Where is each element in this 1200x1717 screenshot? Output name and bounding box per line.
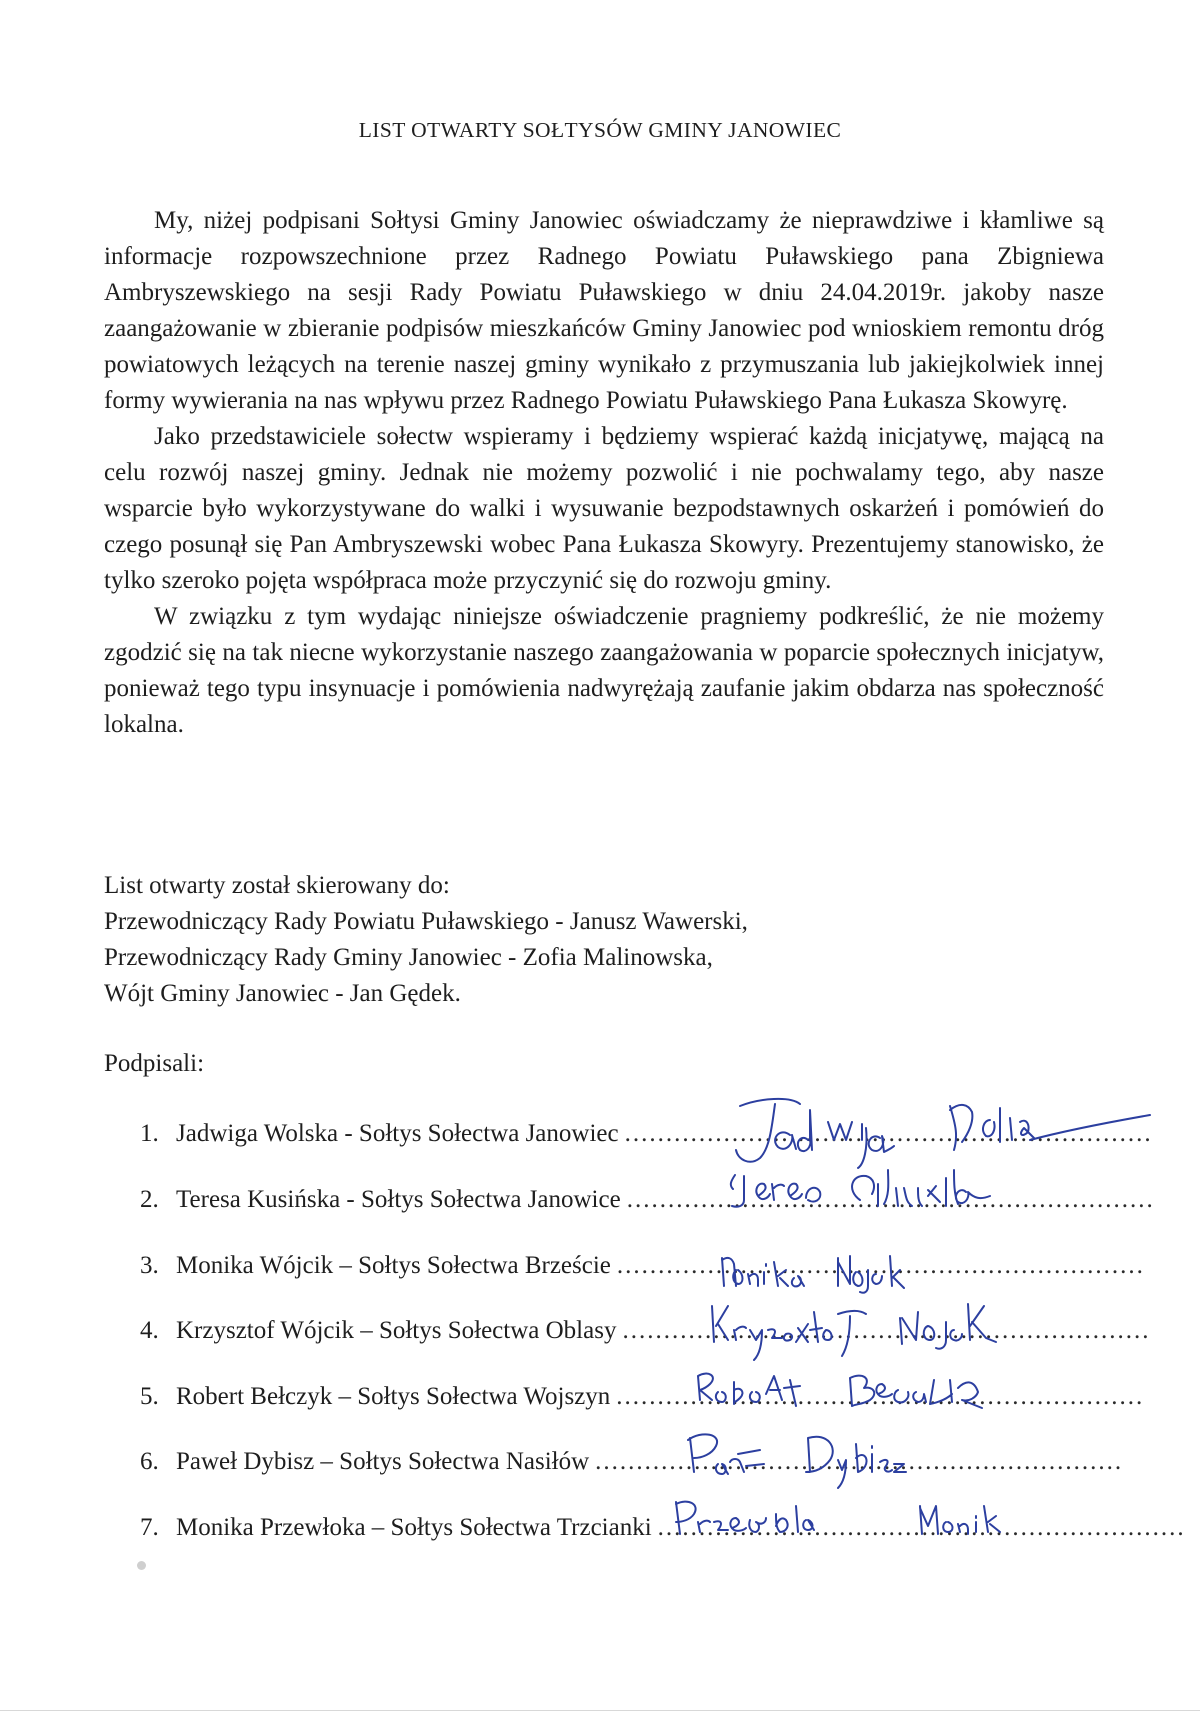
signer-text: Robert Bełczyk – Sołtys Sołectwa Wojszyn [176, 1383, 611, 1410]
recipient-1: Przewodniczący Rady Powiatu Puławskiego - Janusz Wawerski, [104, 908, 748, 935]
paragraph-1: My, niżej podpisani Sołtysi Gminy Janowiec oświadczamy że nieprawdziwe i kłamliwe są informacje rozpowszechnione przez Radnego Powiatu Puławskiego pana Zbigniewa Ambryszewskiego na sesji Rady Powiatu Puławskiego w dniu 24.04.2019r. jakoby nasze zaangażowanie w zbieranie podpisów mieszkańców Gminy Janowiec pod wnioskiem remontu dróg powiatowych leżących na terenie naszej gminy wynikało z przymuszania lub jakiejkolwiek innej formy wywierania na nas wpływu przez Radnego Powiatu Puławskiego Pana Łukasza Skowyrę. [104, 207, 1104, 414]
signer-row [140, 1317, 1151, 1353]
signer-number: 5. [140, 1383, 159, 1410]
signer-text: Krzysztof Wójcik – Sołtys Sołectwa Oblasy [176, 1317, 617, 1344]
letter-body [104, 203, 1104, 743]
signer-row [140, 1186, 1155, 1222]
paragraph-3: W związku z tym wydając niniejsze oświadczenie pragniemy podkreślić, że nie możemy zgodzić się na tak niecne wykorzystanie naszego zaangażowania w poparcie społecznych inicjatyw, ponieważ tego typu insynuacje i pomówienia nadwyrężają zaufanie jakim obdarza nas społeczność lokalna. [104, 603, 1104, 738]
signer-number: 2. [140, 1186, 159, 1213]
signer-row [140, 1252, 1145, 1288]
signer-number: 6. [140, 1448, 159, 1475]
signer-number: 3. [140, 1252, 159, 1279]
signature-line: ................................................................ [595, 1448, 1124, 1475]
signature-line: ................................................................ [624, 1120, 1153, 1147]
signer-text: Monika Wójcik – Sołtys Sołectwa Brzeście [176, 1252, 611, 1279]
signature-line: ................................................................ [626, 1186, 1155, 1213]
scan-edge [0, 1710, 1200, 1711]
signer-text: Jadwiga Wolska - Sołtys Sołectwa Janowiec [176, 1120, 619, 1147]
signer-row [140, 1448, 1124, 1484]
signature-line: ................................................................ [622, 1317, 1151, 1344]
recipients-intro: List otwarty został skierowany do: [104, 872, 450, 899]
scan-mark [137, 1561, 146, 1570]
signer-number: 7. [140, 1514, 159, 1541]
recipient-2: Przewodniczący Rady Gminy Janowiec - Zofia Malinowska, [104, 944, 713, 971]
signer-row [140, 1120, 1153, 1156]
recipients-block [104, 868, 748, 1012]
document-title: LIST OTWARTY SOŁTYSÓW GMINY JANOWIEC [358, 118, 842, 142]
signer-text: Monika Przewłoka – Sołtys Sołectwa Trzcianki [176, 1514, 652, 1541]
signer-text: Teresa Kusińska - Sołtys Sołectwa Janowice [176, 1186, 621, 1213]
signer-row [140, 1514, 1186, 1550]
signature-line: ................................................................ [616, 1252, 1145, 1279]
signed-label: Podpisali: [104, 1050, 205, 1077]
recipient-3: Wójt Gminy Janowiec - Jan Gędek. [104, 980, 461, 1007]
paragraph-2: Jako przedstawiciele sołectw wspieramy i będziemy wspierać każdą inicjatywę, mającą na celu rozwój naszej gminy. Jednak nie możemy pozwolić i nie pochwalamy tego, aby nasze wsparcie było wykorzystywane do walki i wysuwanie bezpodstawnych oskarżeń i pomówień do czego posunął się Pan Ambryszewski wobec Pana Łukasza Skowyry. Prezentujemy stanowisko, że tylko szeroko pojęta współpraca może przyczynić się do rozwoju gminy. [104, 423, 1104, 594]
signer-row [140, 1383, 1145, 1419]
signer-number: 4. [140, 1317, 159, 1344]
signature-line: ................................................................ [616, 1383, 1145, 1410]
signer-number: 1. [140, 1120, 159, 1147]
signer-text: Paweł Dybisz – Sołtys Sołectwa Nasiłów [176, 1448, 590, 1475]
signature-line: ................................................................ [657, 1514, 1186, 1541]
